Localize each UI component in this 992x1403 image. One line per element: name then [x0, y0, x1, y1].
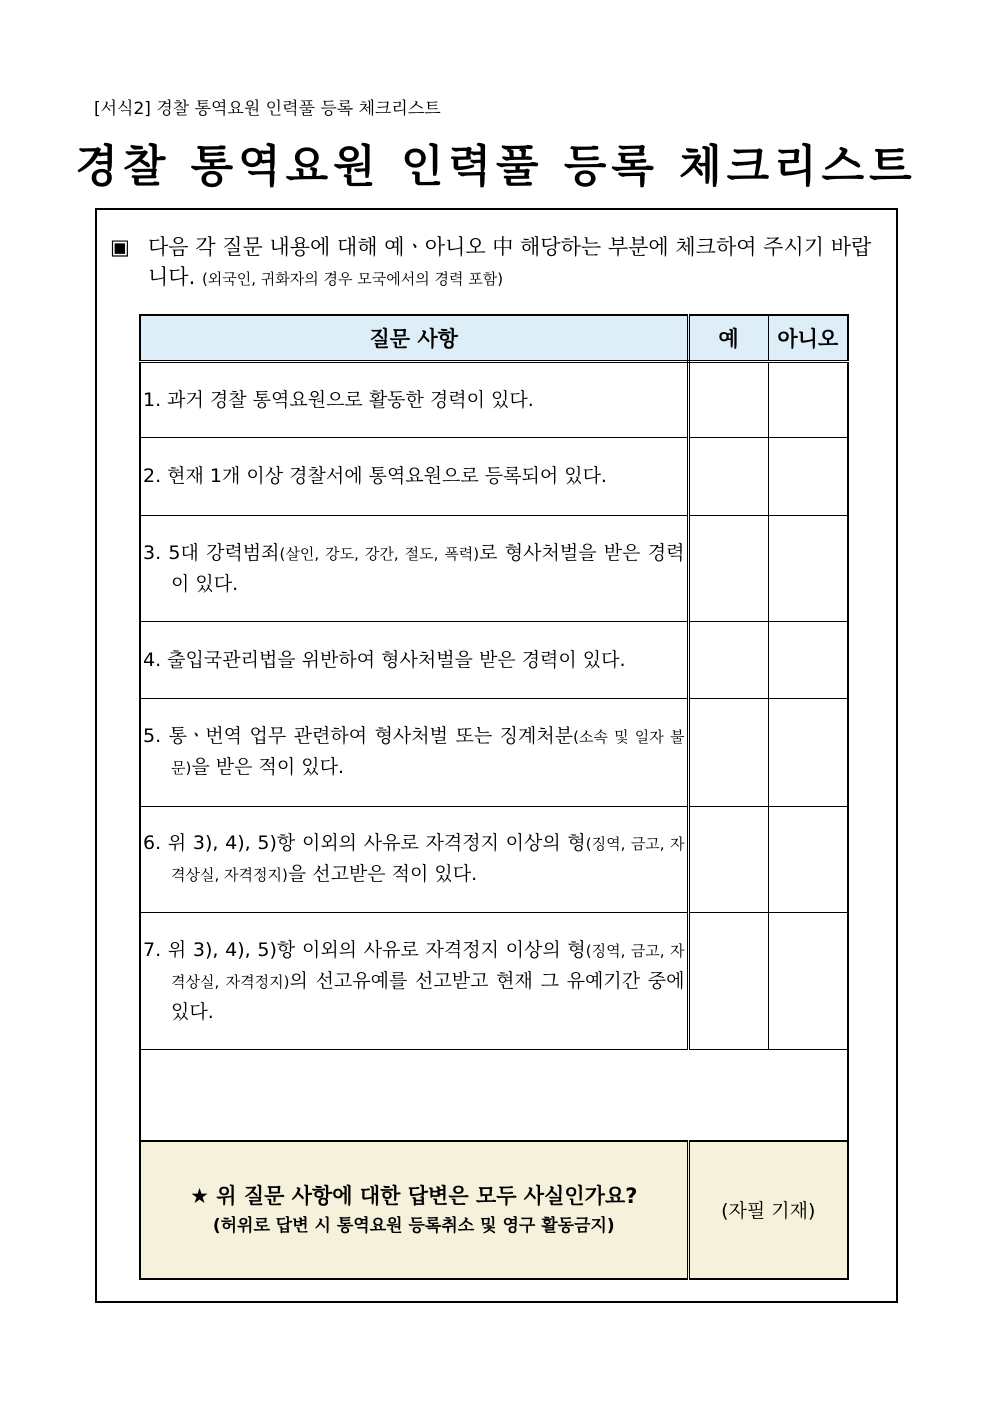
yes-checkbox-4[interactable] — [688, 622, 768, 699]
question-1: 1. 과거 경찰 통역요원으로 활동한 경력이 있다. — [140, 361, 688, 437]
question-5: 5. 통ㆍ번역 업무 관련하여 형사처벌 또는 징계처분(소속 및 일자 불문)을 받은 적이 있다. — [140, 699, 688, 806]
no-checkbox-5[interactable] — [768, 699, 848, 806]
final-subnote: (허위로 답변 시 통역요원 등록취소 및 영구 활동금지) — [212, 1215, 615, 1236]
no-checkbox-1[interactable] — [768, 361, 848, 437]
yes-checkbox-1[interactable] — [688, 361, 768, 437]
no-checkbox-2[interactable] — [768, 437, 848, 515]
instruction — [110, 232, 890, 294]
table-row — [140, 361, 848, 437]
header-yes: 예 — [688, 315, 768, 361]
checklist-table — [139, 314, 849, 1280]
final-question: ★ 위 질문 사항에 대한 답변은 모두 사실인가요? — [190, 1183, 638, 1208]
header-no: 아니오 — [768, 315, 848, 361]
table-row — [140, 622, 848, 699]
signature-field[interactable]: (자필 기재) — [688, 1141, 848, 1279]
instruction-note: (외국인, 귀화자의 경우 모국에서의 경력 포함) — [201, 270, 504, 288]
table-row — [140, 912, 848, 1049]
blank-cell — [140, 1050, 848, 1141]
table-row — [140, 515, 848, 621]
yes-checkbox-3[interactable] — [688, 515, 768, 621]
question-2: 2. 현재 1개 이상 경찰서에 통역요원으로 등록되어 있다. — [140, 437, 688, 515]
table-header-row — [140, 315, 848, 361]
blank-row — [140, 1050, 848, 1141]
yes-checkbox-2[interactable] — [688, 437, 768, 515]
no-checkbox-3[interactable] — [768, 515, 848, 621]
form-label: [서식2] 경찰 통역요원 인력풀 등록 체크리스트 — [94, 99, 441, 119]
final-confirmation-row — [140, 1141, 848, 1279]
question-4: 4. 출입국관리법을 위반하여 형사처벌을 받은 경력이 있다. — [140, 622, 688, 699]
no-checkbox-7[interactable] — [768, 912, 848, 1049]
final-question-cell — [140, 1141, 688, 1279]
yes-checkbox-6[interactable] — [688, 806, 768, 912]
table-row — [140, 437, 848, 515]
yes-checkbox-7[interactable] — [688, 912, 768, 1049]
question-7: 7. 위 3), 4), 5)항 이외의 사유로 자격정지 이상의 형(징역, 금고, 자격상실, 자격정지)의 선고유예를 선고받고 현재 그 유예기간 중에 있다. — [140, 912, 688, 1049]
table-row — [140, 806, 848, 912]
question-3: 3. 5대 강력범죄(살인, 강도, 강간, 절도, 폭력)로 형사처벌을 받은 경력이 있다. — [140, 515, 688, 621]
header-question: 질문 사항 — [140, 315, 688, 361]
page-title: 경찰 통역요원 인력풀 등록 체크리스트 — [75, 141, 917, 192]
table-row — [140, 699, 848, 806]
square-bullet-icon: ▣ — [110, 235, 130, 259]
yes-checkbox-5[interactable] — [688, 699, 768, 806]
no-checkbox-6[interactable] — [768, 806, 848, 912]
no-checkbox-4[interactable] — [768, 622, 848, 699]
question-6: 6. 위 3), 4), 5)항 이외의 사유로 자격정지 이상의 형(징역, 금고, 자격상실, 자격정지)을 선고받은 적이 있다. — [140, 806, 688, 912]
star-icon: ★ — [190, 1183, 209, 1208]
instruction-text: 다음 각 질문 내용에 대해 예ㆍ아니오 中 해당하는 부분에 체크하여 주시기 바랍니다. (외국인, 귀화자의 경우 모국에서의 경력 포함) — [148, 235, 872, 289]
